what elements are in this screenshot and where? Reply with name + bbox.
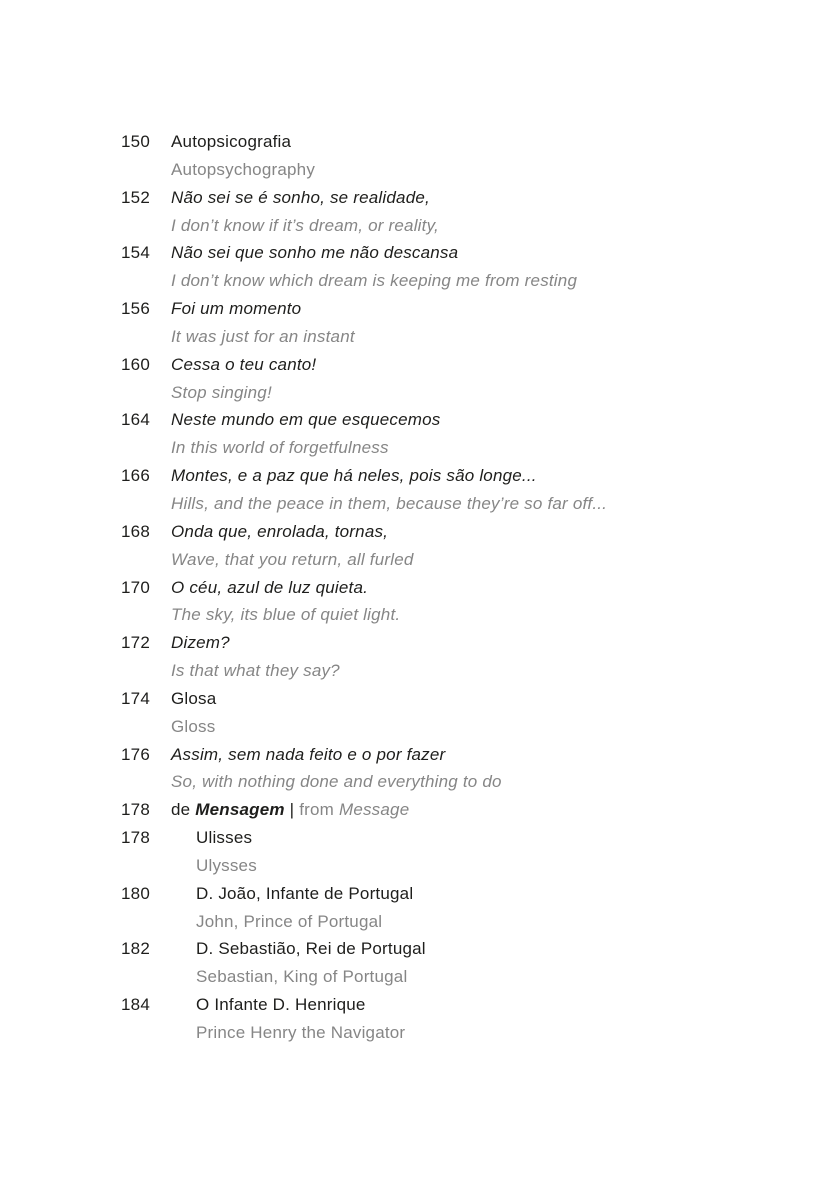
toc-entry	[0, 295, 827, 323]
page-number: 154	[121, 243, 150, 263]
title-pt: Ulisses	[196, 828, 253, 848]
page-number: 166	[121, 466, 150, 486]
title-pt: Assim, sem nada feito e o por fazer	[171, 744, 446, 764]
page-number: 164	[121, 410, 150, 430]
toc-translation	[0, 546, 827, 574]
toc-entry	[0, 574, 827, 602]
toc-translation	[0, 601, 827, 629]
section-title-pt: Mensagem	[195, 800, 285, 820]
title-pt: Dizem?	[171, 633, 230, 653]
title-en: Hills, and the peace in them, because they’re so far off...	[171, 493, 608, 513]
title-en: I don’t know which dream is keeping me from resting	[171, 271, 578, 291]
title-pt: D. João, Infante de Portugal	[196, 883, 414, 903]
toc-translation	[0, 379, 827, 407]
page-number: 152	[121, 187, 150, 207]
toc-entry	[0, 239, 827, 267]
title-en: Stop singing!	[171, 382, 272, 402]
toc-translation	[0, 1019, 827, 1047]
page-number: 160	[121, 354, 150, 374]
title-pt: Foi um momento	[171, 299, 302, 319]
toc-entry	[0, 184, 827, 212]
toc-translation	[0, 768, 827, 796]
toc-entry	[0, 406, 827, 434]
title-en: The sky, its blue of quiet light.	[171, 605, 401, 625]
toc-entry	[0, 518, 827, 546]
toc-translation	[0, 434, 827, 462]
title-en: Wave, that you return, all furled	[171, 549, 414, 569]
toc-entry	[0, 685, 827, 713]
toc-translation	[0, 267, 827, 295]
page-number: 174	[121, 688, 150, 708]
title-en: In this world of forgetfulness	[171, 438, 389, 458]
page-number: 156	[121, 299, 150, 319]
title-en: Is that what they say?	[171, 661, 340, 681]
section-title-en: Message	[338, 800, 410, 820]
title-en: Sebastian, King of Portugal	[196, 967, 408, 987]
title-en: Autopsychography	[171, 159, 316, 179]
title-pt: Montes, e a paz que há neles, pois são longe...	[171, 466, 537, 486]
page-number: 182	[121, 939, 150, 959]
page-number: 150	[121, 132, 150, 151]
page-number: 172	[121, 633, 150, 653]
title-pt: Não sei se é sonho, se realidade,	[171, 187, 430, 207]
section-prefix-en: from	[299, 800, 335, 820]
toc-translation	[0, 323, 827, 351]
toc-translation	[0, 490, 827, 518]
table-of-contents	[0, 128, 827, 1047]
title-pt: D. Sebastião, Rei de Portugal	[196, 939, 426, 959]
toc-translation	[0, 156, 827, 184]
title-en: It was just for an instant	[171, 326, 355, 346]
title-pt: Não sei que sonho me não descansa	[171, 243, 459, 263]
toc-translation	[0, 657, 827, 685]
section-separator: |	[289, 800, 295, 820]
toc-section-heading	[0, 796, 827, 824]
title-pt: Autopsicografia	[171, 132, 292, 151]
title-en: I don’t know if it’s dream, or reality,	[171, 215, 439, 235]
toc-translation	[0, 212, 827, 240]
title-en: John, Prince of Portugal	[196, 911, 383, 931]
toc-entry	[0, 991, 827, 1019]
section-prefix-pt: de	[171, 800, 191, 820]
page-number: 178	[121, 828, 150, 848]
toc-translation	[0, 713, 827, 741]
toc-entry	[0, 741, 827, 769]
title-en: Gloss	[171, 716, 216, 736]
page-number: 170	[121, 577, 150, 597]
toc-translation	[0, 908, 827, 936]
page-number: 180	[121, 883, 150, 903]
toc-entry	[0, 935, 827, 963]
title-pt: O Infante D. Henrique	[196, 995, 366, 1015]
toc-translation	[0, 852, 827, 880]
title-pt: Neste mundo em que esquecemos	[171, 410, 441, 430]
title-en: So, with nothing done and everything to do	[171, 772, 502, 792]
title-pt: Onda que, enrolada, tornas,	[171, 521, 389, 541]
page-number: 168	[121, 521, 150, 541]
page-number: 178	[121, 800, 150, 820]
toc-entry	[0, 824, 827, 852]
toc-entry	[0, 880, 827, 908]
title-pt: Glosa	[171, 688, 217, 708]
section-title	[150, 796, 409, 824]
toc-translation	[0, 963, 827, 991]
toc-entry	[0, 462, 827, 490]
page-number: 184	[121, 995, 150, 1015]
toc-entry	[0, 128, 827, 156]
title-pt: O céu, azul de luz quieta.	[171, 577, 369, 597]
title-en: Prince Henry the Navigator	[196, 1023, 406, 1042]
page-number: 176	[121, 744, 150, 764]
title-pt: Cessa o teu canto!	[171, 354, 317, 374]
toc-entry	[0, 351, 827, 379]
title-en: Ulysses	[196, 855, 257, 875]
toc-entry	[0, 629, 827, 657]
